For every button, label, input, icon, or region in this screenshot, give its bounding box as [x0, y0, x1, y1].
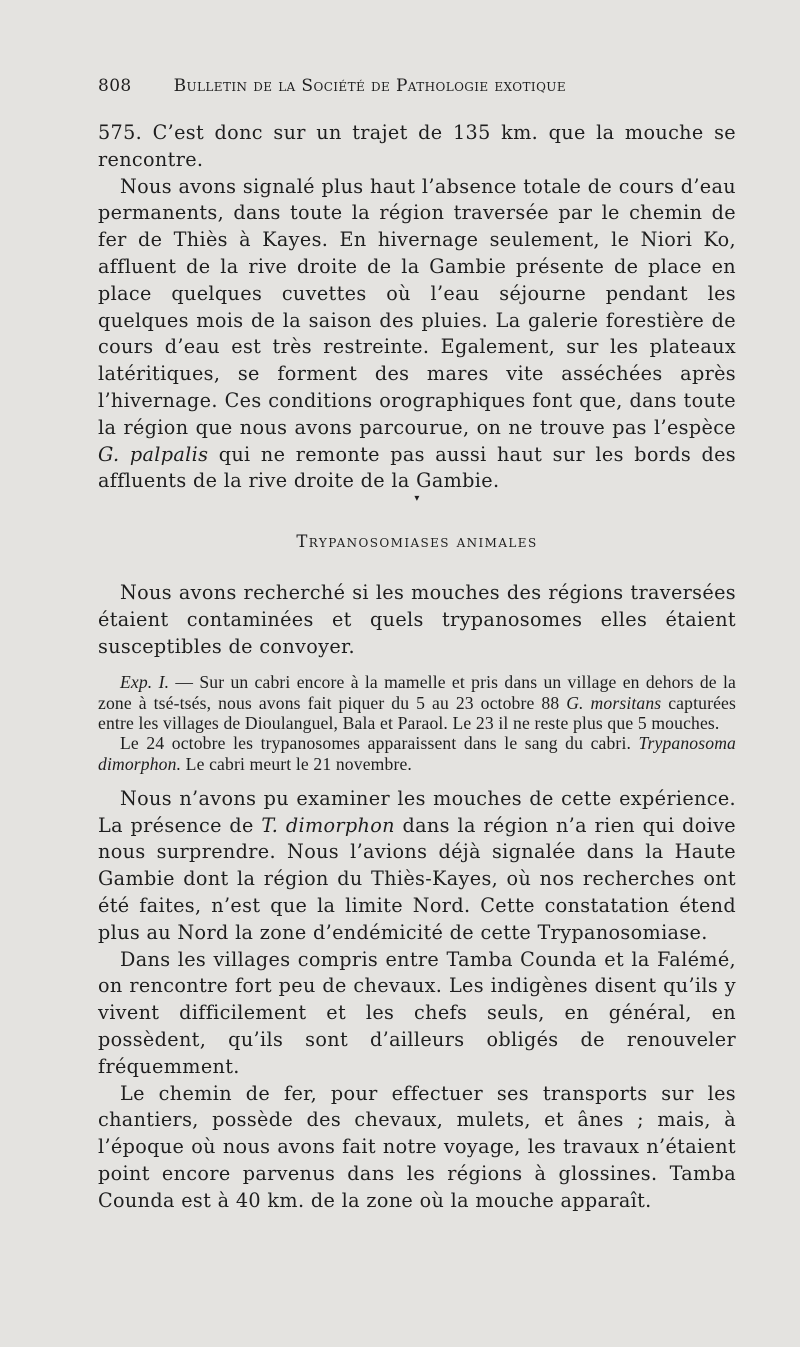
experiment-note-2: Le 24 octobre les trypanosomes apparaissent dans le sang du cabri. Trypanosoma dimorphon. Le cabri meurt le 21 novembre.: [98, 733, 736, 774]
paragraph-5: Dans les villages compris entre Tamba Counda et la Falémé, on rencontre fort peu de chevaux. Les indigènes disent qu’ils y vivent difficilement et les chefs seuls, en général, en possèdent, qu’ils sont d’ailleurs obligés de renouveler fréquemment.: [98, 947, 736, 1078]
running-header: [98, 76, 738, 96]
species-name: T. dimorphon: [261, 813, 395, 837]
experiment-label: Exp. I.: [120, 672, 170, 693]
species-name: G. palpalis: [98, 442, 209, 466]
paragraph-1: 575. C’est donc sur un trajet de 135 km. que la mouche se rencontre.: [98, 121, 736, 171]
section-title: Trypanosomiases animales: [296, 532, 538, 552]
experiment-note: Exp. I. — Sur un cabri encore à la mamelle et pris dans un village en dehors de la zone à tsé-tsés, nous avons fait piquer du 5 au 23 octobre 88 G. morsitans capturées entre les villages de Dioulanguel, Bala et Paraol. Le 23 il ne reste plus que 5 mouches.: [98, 672, 736, 733]
paragraph-2: Nous avons signalé plus haut l’absence totale de cours d’eau permanents, dans toute la région traversée par le chemin de fer de Thiès à Kayes. En hivernage seulement, le Niori Ko, affluent de la rive droite de la Gambie présente de place en place quelques cuvettes où l’eau séjourne pendant les quelques mois de la saison des pluies. La galerie forestière de cours d’eau est très restreinte. Egalement, sur les plateaux latéritiques, se forment des mares vite asséchées après l’hivernage. Ces conditions orographiques font que, dans toute la région que nous avons parcourue, on ne trouve pas l’espèce G. palpalis qui ne remonte pas aussi haut sur les bords des affluents de la rive droite de la Gambie.: [98, 174, 736, 493]
paragraph-3: Nous avons recherché si les mouches des régions traversées étaient contaminées et quels trypanosomes elles étaient susceptibles de convoyer.: [98, 580, 736, 658]
journal-title: Bulletin de la Société de Pathologie exotique: [173, 76, 566, 96]
species-name: G. morsitans: [566, 692, 662, 713]
page-number: 808: [98, 76, 132, 96]
article-body: [98, 120, 736, 1215]
paragraph-6: Le chemin de fer, pour effectuer ses transports sur les chantiers, possède des chevaux, mulets, et ânes ; mais, à l’époque où nous avons fait notre voyage, les travaux n’étaient point encore parvenus dans les régions à glossines. Tamba Counda est à 40 km. de la zone où la mouche apparaît.: [98, 1081, 736, 1212]
stray-mark: ▾: [414, 493, 420, 505]
species-name: Trypanosoma dimorphon.: [98, 733, 736, 774]
paragraph-4: Nous n’avons pu examiner les mouches de cette expérience. La présence de T. dimorphon dans la région n’a rien qui doive nous surprendre. Nous l’avions déjà signalée dans la Haute Gambie dont la région du Thiès-Kayes, où nos recherches ont été faites, n’est que la limite Nord. Cette constatation étend plus au Nord la zone d’endémicité de cette Trypanosomiase.: [98, 786, 736, 944]
